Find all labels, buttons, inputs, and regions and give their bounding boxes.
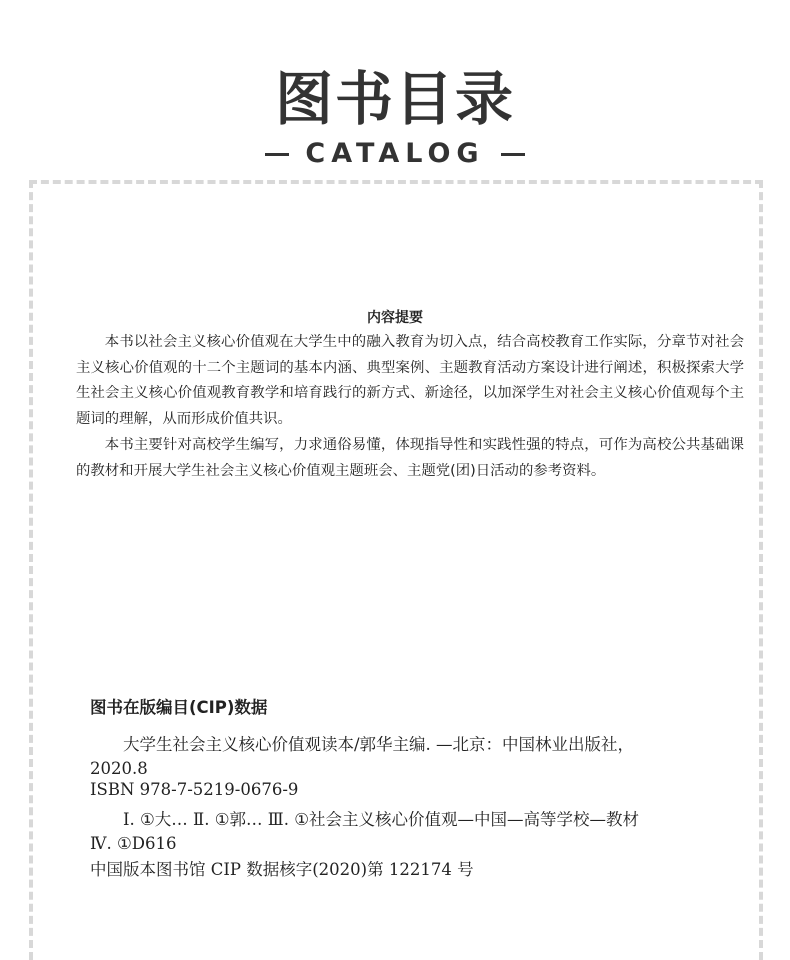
catalog-subheading-row	[0, 136, 790, 172]
cip-bibliographic-entry: 大学生社会主义核心价值观读本/郭华主编. —北京：中国林业出版社，2020.8	[90, 735, 635, 778]
summary-paragraph-1: 本书以社会主义核心价值观在大学生中的融入教育为切入点，结合高校教育工作实际，分章节对社会主义核心价值观的十二个主题词的基本内涵、典型案例、主题教育活动方案设计进行阐述，积极探索大学生社会主义核心价值观教育教学和培育践行的新方式、新途径，以加深学生对社会主义核心价值观每个主题词的理解，从而形成价值共识。	[76, 334, 744, 427]
cip-catalog-number: 中国版本图书馆 CIP 数据核字(2020)第 122174 号	[90, 860, 474, 879]
cip-title: 图书在版编目(CIP)数据	[90, 698, 268, 717]
right-dash-decoration	[501, 153, 525, 156]
left-dash-decoration	[265, 153, 289, 156]
summary-paragraph-2: 本书主要针对高校学生编写，力求通俗易懂，体现指导性和实践性强的特点，可作为高校公共基础课的教材和开展大学生社会主义核心价值观主题班会、主题党(团)日活动的参考资料。	[76, 437, 744, 479]
summary-title: 内容提要	[367, 310, 423, 326]
cip-subject-classification: Ⅰ. ①大… Ⅱ. ①郭… Ⅲ. ①社会主义核心价值观—中国—高等学校—教材 Ⅳ. ①D616	[90, 810, 639, 853]
catalog-heading: 图书目录	[274, 65, 515, 133]
cip-isbn: ISBN 978-7-5219-0676-9	[90, 780, 299, 799]
catalog-subheading: CATALOG	[305, 138, 485, 169]
